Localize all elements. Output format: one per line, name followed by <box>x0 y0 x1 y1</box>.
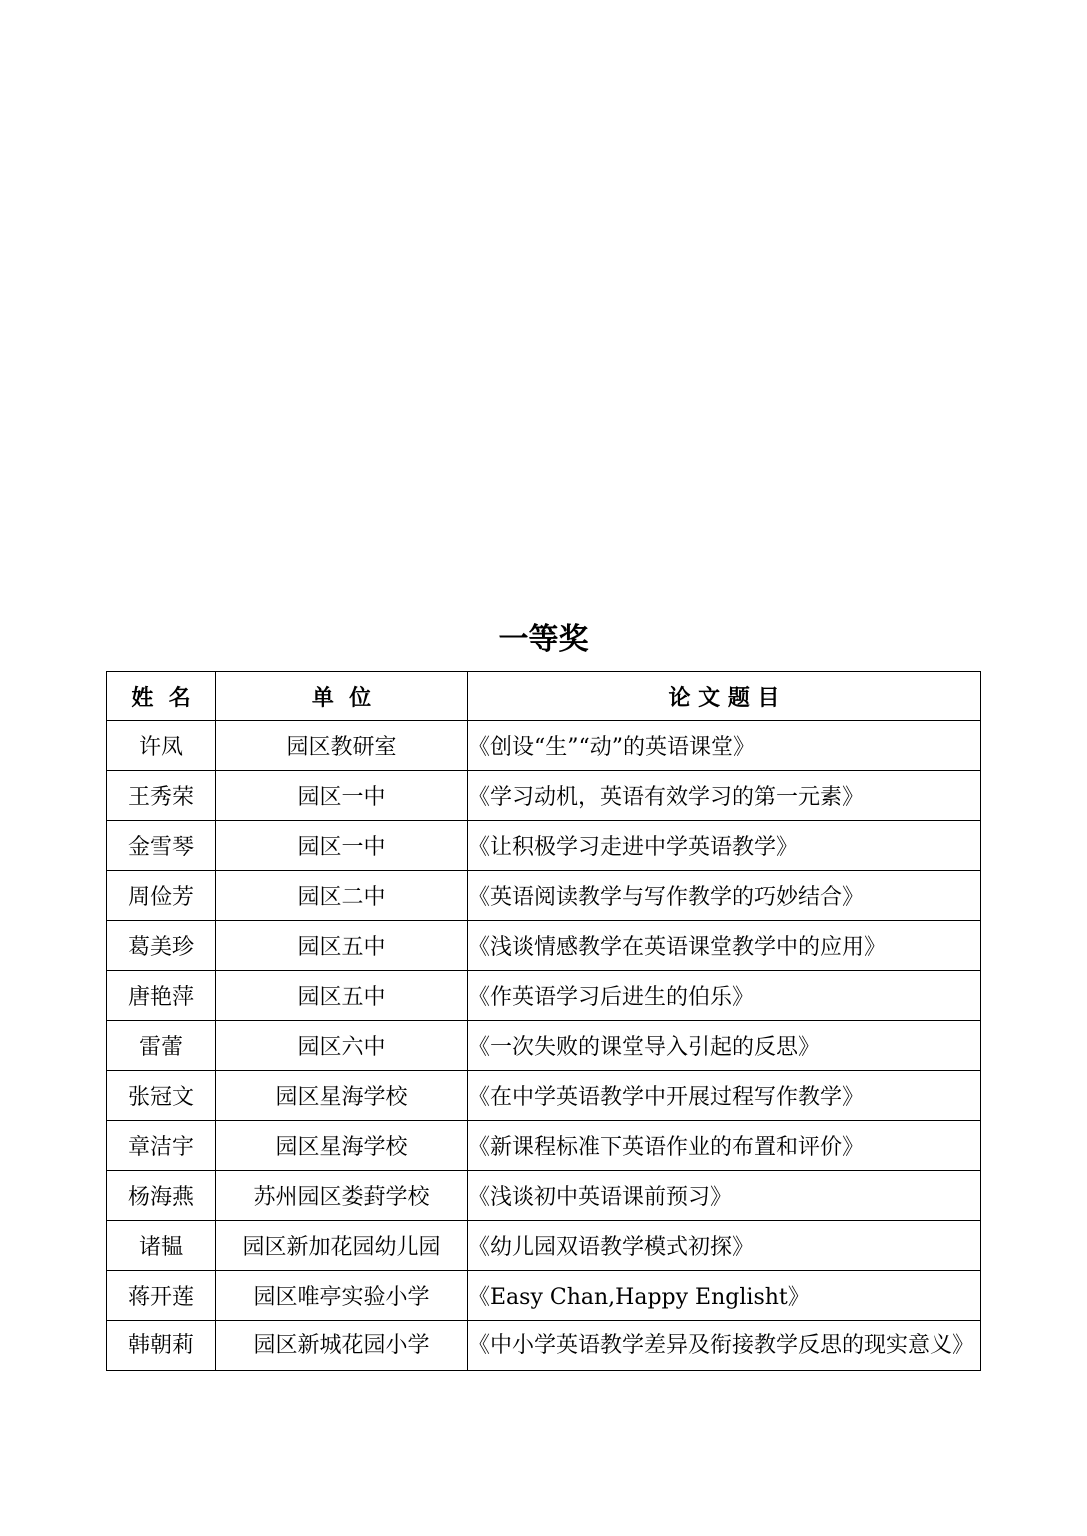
cell-unit: 园区唯亭实验小学 <box>216 1271 468 1321</box>
cell-name: 金雪琴 <box>107 821 216 871</box>
cell-unit: 苏州园区娄葑学校 <box>216 1171 468 1221</box>
cell-unit: 园区一中 <box>216 771 468 821</box>
column-header-unit: 单 位 <box>216 672 468 721</box>
cell-name: 雷蕾 <box>107 1021 216 1071</box>
cell-name: 王秀荣 <box>107 771 216 821</box>
cell-name: 诸韫 <box>107 1221 216 1271</box>
cell-paper-title: 《幼儿园双语教学模式初探》 <box>468 1221 981 1271</box>
cell-unit: 园区二中 <box>216 871 468 921</box>
award-title: 一等奖 <box>498 622 589 657</box>
cell-name: 张冠文 <box>107 1071 216 1121</box>
cell-paper-title: 《学习动机，英语有效学习的第一元素》 <box>468 771 981 821</box>
table-row <box>107 921 981 971</box>
table-row <box>107 721 981 771</box>
cell-unit: 园区教研室 <box>216 721 468 771</box>
table-row <box>107 1171 981 1221</box>
table-row <box>107 1121 981 1171</box>
table-row <box>107 1221 981 1271</box>
cell-paper-title: 《Easy Chan,Happy Englisht》 <box>468 1271 981 1321</box>
cell-unit: 园区新城花园小学 <box>216 1321 468 1371</box>
cell-paper-title: 《新课程标准下英语作业的布置和评价》 <box>468 1121 981 1171</box>
cell-paper-title: 《浅谈初中英语课前预习》 <box>468 1171 981 1221</box>
table-header-row <box>107 672 981 721</box>
table-row <box>107 1321 981 1371</box>
cell-name: 许凤 <box>107 721 216 771</box>
table-row <box>107 1071 981 1121</box>
cell-unit: 园区星海学校 <box>216 1121 468 1171</box>
column-header-name: 姓 名 <box>107 672 216 721</box>
cell-paper-title: 《作英语学习后进生的伯乐》 <box>468 971 981 1021</box>
table-row <box>107 871 981 921</box>
cell-unit: 园区新加花园幼儿园 <box>216 1221 468 1271</box>
cell-name: 章洁宇 <box>107 1121 216 1171</box>
table-row <box>107 1271 981 1321</box>
cell-paper-title: 《一次失败的课堂导入引起的反思》 <box>468 1021 981 1071</box>
cell-paper-title: 《中小学英语教学差异及衔接教学反思的现实意义》 <box>468 1321 981 1371</box>
cell-paper-title: 《让积极学习走进中学英语教学》 <box>468 821 981 871</box>
column-header-paper: 论 文 题 目 <box>468 672 981 721</box>
cell-paper-title: 《创设“生”“动”的英语课堂》 <box>468 721 981 771</box>
table-row <box>107 971 981 1021</box>
cell-unit: 园区五中 <box>216 921 468 971</box>
table-row <box>107 1021 981 1071</box>
cell-name: 杨海燕 <box>107 1171 216 1221</box>
cell-paper-title: 《浅谈情感教学在英语课堂教学中的应用》 <box>468 921 981 971</box>
cell-unit: 园区星海学校 <box>216 1071 468 1121</box>
cell-unit: 园区五中 <box>216 971 468 1021</box>
cell-paper-title: 《英语阅读教学与写作教学的巧妙结合》 <box>468 871 981 921</box>
table-row <box>107 771 981 821</box>
cell-name: 韩朝莉 <box>107 1321 216 1371</box>
cell-name: 蒋开莲 <box>107 1271 216 1321</box>
cell-paper-title: 《在中学英语教学中开展过程写作教学》 <box>468 1071 981 1121</box>
cell-unit: 园区六中 <box>216 1021 468 1071</box>
award-table <box>106 671 981 1371</box>
cell-name: 周俭芳 <box>107 871 216 921</box>
cell-name: 唐艳萍 <box>107 971 216 1021</box>
cell-unit: 园区一中 <box>216 821 468 871</box>
table-row <box>107 821 981 871</box>
cell-name: 葛美珍 <box>107 921 216 971</box>
